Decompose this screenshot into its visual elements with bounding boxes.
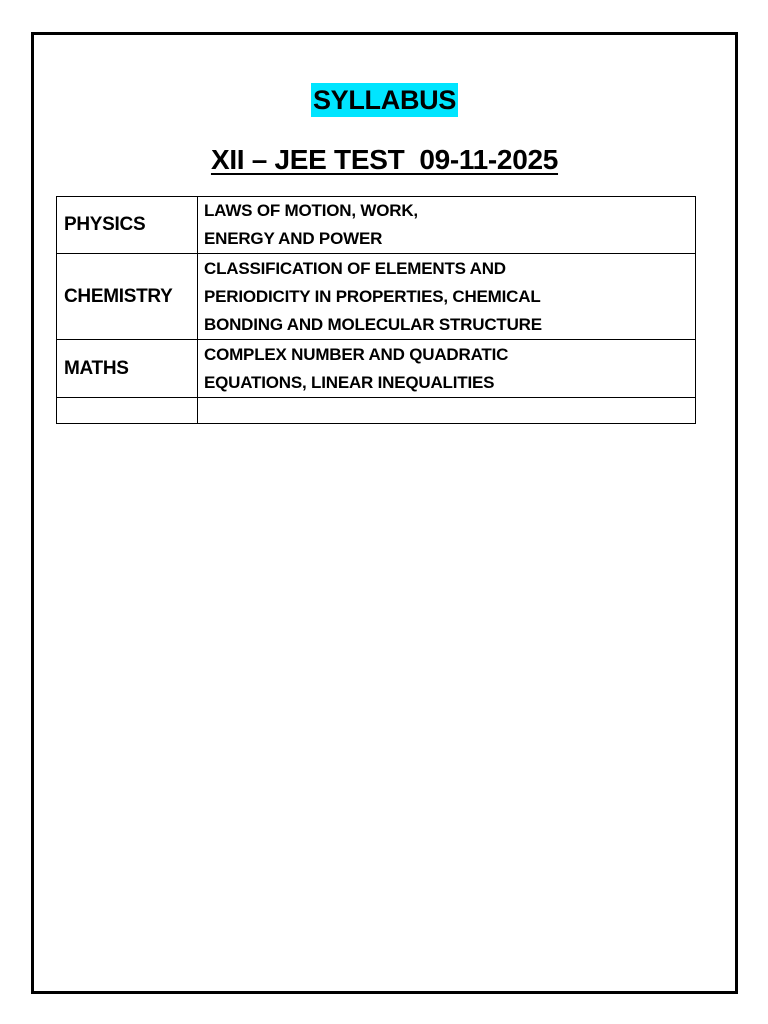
page-border xyxy=(31,32,738,994)
subject-cell: MATHS xyxy=(57,340,198,398)
topic-line: ENERGY AND POWER xyxy=(204,229,383,248)
topic-line: EQUATIONS, LINEAR INEQUALITIES xyxy=(204,372,495,392)
subject-cell xyxy=(57,398,198,424)
table-row-chemistry xyxy=(57,254,696,340)
table-row-empty xyxy=(57,398,696,424)
topic-line: PERIODICITY IN PROPERTIES, CHEMICAL xyxy=(204,286,541,306)
subject-cell: CHEMISTRY xyxy=(57,254,198,340)
topic-line: BONDING AND MOLECULAR STRUCTURE xyxy=(204,314,542,334)
topic-line: LAWS OF MOTION, WORK, xyxy=(204,201,418,220)
topics-cell xyxy=(198,398,696,424)
table-row-maths xyxy=(57,340,696,398)
topics-cell xyxy=(198,197,696,254)
topic-line: COMPLEX NUMBER AND QUADRATIC xyxy=(204,344,509,364)
syllabus-heading-wrap xyxy=(34,83,735,117)
table-row-physics xyxy=(57,197,696,254)
subject-cell: PHYSICS xyxy=(57,197,198,254)
test-title: XII – JEE TEST 09-11-2025 xyxy=(210,144,559,175)
syllabus-table xyxy=(56,196,696,424)
topics-cell xyxy=(198,340,696,398)
test-title-wrap xyxy=(34,142,735,178)
topic-line: CLASSIFICATION OF ELEMENTS AND xyxy=(204,258,506,278)
syllabus-label: SYLLABUS xyxy=(312,85,457,115)
topics-cell xyxy=(198,254,696,340)
